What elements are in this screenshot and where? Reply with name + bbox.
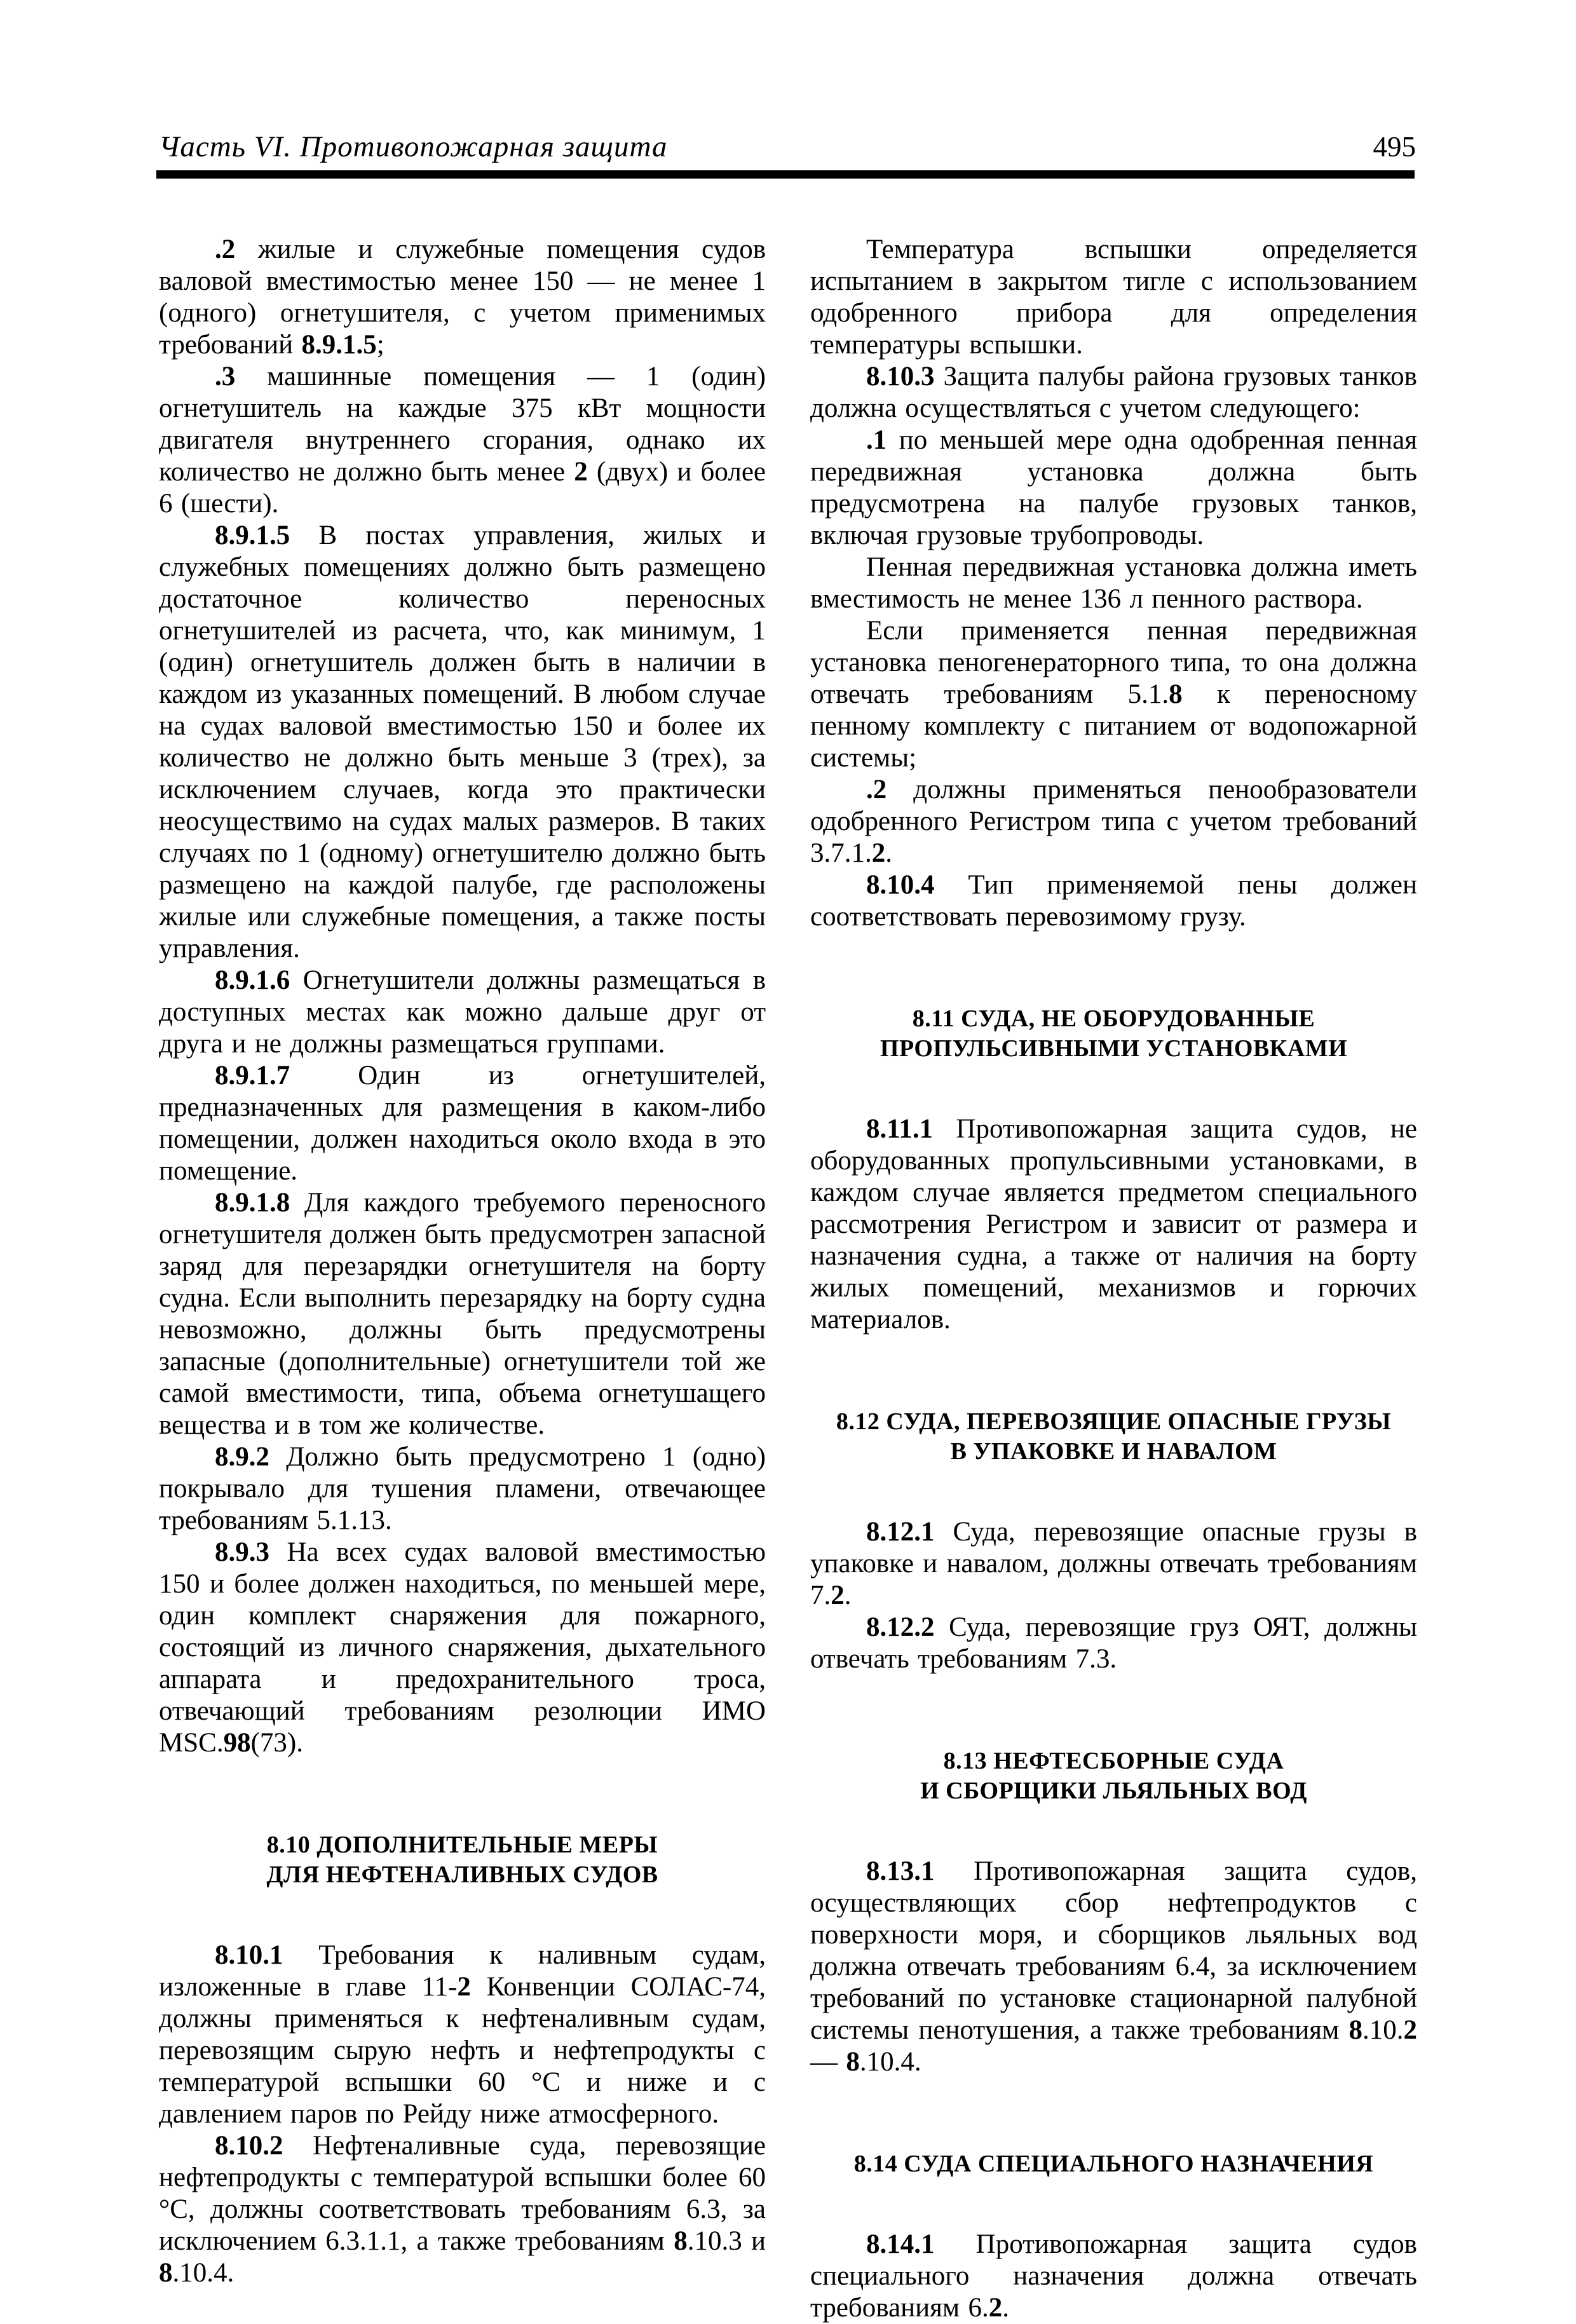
clause-number: 8.9.1.5 xyxy=(301,330,377,360)
paragraph: 8.10.3 Защита палубы района грузовых танков должна осуществляться с учетом следующего: xyxy=(810,362,1417,423)
clause-number: 98 xyxy=(223,1728,251,1758)
paragraph: 8.9.1.5 В постах управления, жилых и служебных помещениях должно быть размещено достаточное количество переносных огнетушителей из расчета, что, как минимум, 1 (один) огнетушитель должен быть в наличии в каждом из указанных помещений. В любом случае на судах валовой вместимостью 150 и более их количество не должно быть меньше 3 (трех), за исключением случаев, когда это практически неосуществимо на судах малых размеров. В таких случаях по 1 (одному) огнетушителю должно быть размещено на каждой палубе, где расположены жилые или служебные помещения, а также посты управления. xyxy=(159,520,766,963)
clause-number: 8 xyxy=(1348,2015,1362,2045)
clause-number: 8.13.1 xyxy=(866,1856,935,1886)
left-column xyxy=(159,234,766,2324)
page-number: 495 xyxy=(1373,131,1416,163)
paragraph: 8.9.1.7 Один из огнетушителей, предназначенных для размещения в каком-либо помещении, должен находиться около входа в это помещение. xyxy=(159,1061,766,1186)
clause-number: 2 xyxy=(831,1580,845,1610)
clause-number: 8.9.1.5 xyxy=(215,520,290,550)
paragraph: 8.12.1 Суда, перевозящие опасные грузы в упаковке и навалом, должны отвечать требованиям 7.2. xyxy=(810,1517,1417,1610)
clause-number: .1 xyxy=(866,425,887,455)
clause-number: 8.9.1.7 xyxy=(215,1061,290,1091)
section-heading: 8.13 НЕФТЕСБОРНЫЕ СУДА И СБОРЩИКИ ЛЬЯЛЬНЫХ ВОД xyxy=(920,1748,1307,1804)
paragraph: 8.12.2 Суда, перевозящие груз ОЯТ, должны отвечать требованиям 7.3. xyxy=(810,1612,1417,1674)
paragraph: 8.9.1.6 Огнетушители должны размещаться в доступных местах как можно дальше друг от друга и не должны размещаться группами. xyxy=(159,965,766,1059)
paragraph: 8.9.2 Должно быть предусмотрено 1 (одно) покрывало для тушения пламени, отвечающее требованиям 5.1.13. xyxy=(159,1442,766,1535)
clause-number: 8.9.2 xyxy=(215,1442,269,1472)
clause-number: 8.9.1.6 xyxy=(215,965,290,995)
section-heading: 8.10 ДОПОЛНИТЕЛЬНЫЕ МЕРЫ ДЛЯ НЕФТЕНАЛИВНЫХ СУДОВ xyxy=(266,1831,658,1888)
paragraph: 8.9.1.8 Для каждого требуемого переносного огнетушителя должен быть предусмотрен запасной заряд для перезарядки огнетушителя на борту судна. Если выполнить перезарядку на борту судна невозможно, должны быть предусмотрены запасные (дополнительные) огнетушители той же самой вместимости, типа, объема огнетушащего вещества и в том же количестве. xyxy=(159,1188,766,1440)
paragraph: Пенная передвижная установка должна иметь вместимость не менее 136 л пенного раствора. xyxy=(810,552,1417,614)
clause-number: 8 xyxy=(846,2047,860,2077)
clause-number: .2 xyxy=(866,775,887,805)
clause-number: 8.14.1 xyxy=(866,2229,935,2259)
paragraph: 8.10.4 Тип применяемой пены должен соответствовать перевозимому грузу. xyxy=(810,870,1417,932)
paragraph: 8.13.1 Противопожарная защита судов, осуществляющих сбор нефтепродуктов с поверхности моря, и сборщиков льяльных вод должна отвечать требованиям 6.4, за исключением требований по установке стационарной палубной системы пенотушения, а также требованиям 8.10.2 — 8.10.4. xyxy=(810,1856,1417,2077)
clause-number: 8.10.4 xyxy=(866,870,935,900)
clause-number: 8.10.3 xyxy=(866,362,935,391)
paragraph: 8.14.1 Противопожарная защита судов специального назначения должна отвечать требованиям 6.2. xyxy=(810,2229,1417,2323)
clause-number: 2 xyxy=(457,1972,471,2002)
paragraph: .1 по меньшей мере одна одобренная пенная передвижная установка должна быть предусмотрена на палубе грузовых танков, включая грузовые трубопроводы. xyxy=(810,425,1417,550)
clause-number: 8.10.1 xyxy=(215,1940,283,1970)
paragraph: .2 жилые и служебные помещения судов валовой вместимостью менее 150 — не менее 1 (одного) огнетушителя, с учетом применимых требований 8.9.1.5; xyxy=(159,234,766,360)
paragraph: 8.10.2 Нефтеналивные суда, перевозящие нефтепродукты с температурой вспышки более 60 °С, должны соответствовать требованиям 6.3, за исключением 6.3.1.1, а также требованиям 8.10.3 и 8.10.4. xyxy=(159,2131,766,2288)
paragraph: 8.11.1 Противопожарная защита судов, не оборудованных пропульсивными установками, в каждом случае является предметом специального рассмотрения Регистром и зависит от размера и назначения судна, а также от наличия на борту жилых помещений, механизмов и горючих материалов. xyxy=(810,1114,1417,1335)
clause-number: 2 xyxy=(988,2293,1003,2323)
section-heading: 8.14 СУДА СПЕЦИАЛЬНОГО НАЗНАЧЕНИЯ xyxy=(853,2151,1374,2177)
chapter-title: Часть VI. Противопожарная защита xyxy=(159,130,668,163)
clause-number: 2 xyxy=(1403,2015,1417,2045)
clause-number: 8.12.2 xyxy=(866,1612,935,1642)
paragraph: Температура вспышки определяется испытанием в закрытом тигле с использованием одобренного прибора для определения температуры вспышки. xyxy=(810,234,1417,360)
clause-number: 8.11.1 xyxy=(866,1114,934,1144)
running-header xyxy=(159,130,1416,164)
clause-number: 8 xyxy=(159,2258,173,2288)
section-heading: 8.11 СУДА, НЕ ОБОРУДОВАННЫЕ ПРОПУЛЬСИВНЫМИ УСТАНОВКАМИ xyxy=(880,1005,1348,1062)
clause-number: 2 xyxy=(871,838,886,868)
paragraph: .3 машинные помещения — 1 (один) огнетушитель на каждые 375 кВт мощности двигателя внутреннего сгорания, однако их количество не должно быть менее 2 (двух) и более 6 (шести). xyxy=(159,362,766,519)
clause-number: 8.9.3 xyxy=(215,1537,269,1567)
paragraph: 8.9.3 На всех судах валовой вместимостью 150 и более должен находиться, по меньшей мере, один комплект снаряжения для пожарного, состоящий из личного снаряжения, дыхательного аппарата и предохранительного троса, отвечающий требованиям резолюции ИМО MSC.98(73). xyxy=(159,1537,766,1758)
paragraph: Если применяется пенная передвижная установка пеногенераторного типа, то она должна отвечать требованиям 5.1.8 к переносному пенному комплекту с питанием от водопожарной системы; xyxy=(810,616,1417,773)
clause-number: 8.12.1 xyxy=(866,1517,935,1547)
clause-number: 8 xyxy=(674,2226,688,2256)
right-column xyxy=(810,234,1417,2324)
paragraph: .2 должны применяться пенообразователи одобренного Регистром типа с учетом требований 3.7.1.2. xyxy=(810,775,1417,868)
clause-number: 2 xyxy=(574,457,588,487)
text-columns xyxy=(159,234,1417,2324)
clause-number: 8.9.1.8 xyxy=(215,1188,290,1218)
paragraph: 8.10.1 Требования к наливным судам, изложенные в главе 11-2 Конвенции СОЛАС-74, должны применяться к нефтеналивным судам, перевозящим сырую нефть и нефтепродукты с температурой вспышки 60 °С и ниже и с давлением паров по Рейду ниже атмосферного. xyxy=(159,1940,766,2129)
header-rule xyxy=(156,170,1415,179)
clause-number: .3 xyxy=(215,362,236,391)
clause-number: .2 xyxy=(215,234,236,264)
clause-number: 8 xyxy=(1169,679,1183,709)
section-heading: 8.12 СУДА, ПЕРЕВОЗЯЩИЕ ОПАСНЫЕ ГРУЗЫ В УПАКОВКЕ И НАВАЛОМ xyxy=(836,1408,1392,1465)
clause-number: 8.10.2 xyxy=(215,2131,283,2161)
